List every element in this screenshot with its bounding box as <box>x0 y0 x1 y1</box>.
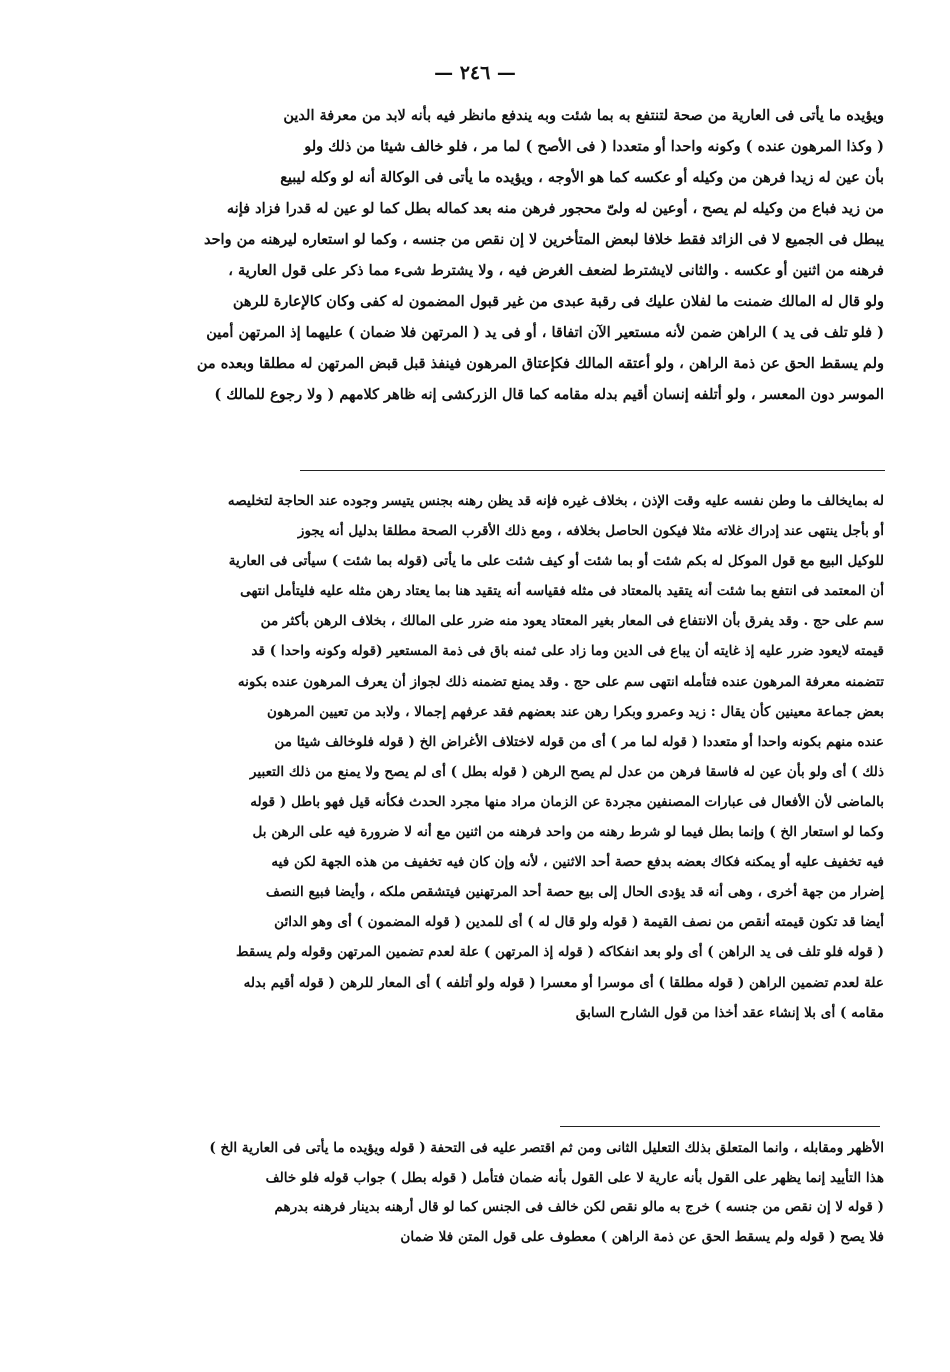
footnote-line: ( قوله لا إن نقص من جنسه ) خرج به مالو نقص لكن خالف فى الجنس كما لو قال أرهنه بدينار فرهنه بدرهم <box>274 1199 884 1215</box>
commentary-line: أيضا قد تكون قيمته أنقص من نصف القيمة ( قوله ولو قال له ) أى للمدين ( قوله المضمون ) أى وهو الدائن <box>274 914 884 931</box>
commentary-line: إضرار من جهة أخرى ، وهى أنه قد يؤدى الحال إلى بيع حصة أحد المرتهنين فيتشقص ملكه ، وأيضا فبيع النصف <box>265 884 884 901</box>
main-text <box>62 100 884 410</box>
commentary-line: تتضمنه معرفة المرهون عنده فتأمله انتهى سم على حج . وقد يمنع تضمنه ذلك لجواز أن يعرف المرهون عنده بكونه <box>237 673 884 690</box>
commentary-line: عنده منهم بكونه واحدا أو متعددا ( قوله لما مر ) أى من قوله لاختلاف الأغراض الخ ( قوله فلوخالف شيئا من <box>274 733 884 750</box>
commentary-line: علة لعدم تضمين الراهن ( قوله مطلقا ) أى موسرا أو معسرا ( قوله ولو أتلفه ) أى المعار للرهن ( قوله أقيم بدله <box>243 974 884 991</box>
commentary-line: أن المعتمد فى انتفع بما شئت أنه يتقيد بالمعتاد فى مثله فقياسه أنه يتقيد هنا بما يعتاد رهن مثله عليه فليتأمل انتهى <box>240 583 884 600</box>
main-text-line: من زيد فباع من وكيله لم يصح ، أوعين له ولىّ محجور فرهن منه بعد كماله بطل كما لو عين له قدرا فزاد فإنه <box>226 200 884 217</box>
commentary-line: بالماضى لأن الأفعال فى عبارات المصنفين مجردة عن الزمان مراد منها مجرد الحدث فكأنه قيل فهو باطل ( قوله <box>250 793 884 810</box>
commentary-line: وكما لو استعار الخ ) وإنما بطل فيما لو شرط رهنه من واحد فرهنه من اثنين مع أنه لا ضرورة فيه على الرهن بل <box>252 824 884 841</box>
page-number: — ٢٤٦ — <box>434 62 516 84</box>
commentary-line: ذلك ) أى ولو بأن عين له فاسقا فرهن من عدل لم يصح الرهن ( قوله بطل ) أى لم يصح ولا يمنع من ذلك التعبير <box>249 763 884 780</box>
footnote-line: الأظهر ومقابله ، وانما المتعلق بذلك التعليل الثانى ومن ثم اقتصر عليه فى التحفة ( قوله ويؤيده ما يأتى فى العارية الخ ) <box>209 1140 884 1156</box>
commentary-line: أو بأجل ينتهى عند إدراك غلاته مثلا فيكون الحاصل بخلافه ، ومع ذلك الأقرب الصحة مطلقا بدليل أنه يجوز <box>297 523 884 540</box>
footnote-line: فلا يصح ( قوله ولم يسقط الحق عن ذمة الراهن ) معطوف على قول المتن فلا ضمان <box>400 1228 884 1245</box>
footnote-text <box>62 1134 884 1252</box>
commentary-line: قيمته لايعود ضرر عليه إذ غايته أن يباع فى الدين وما زاد على ثمنه باق فى ذمة المستعير (قوله وكونه واحدا ) قد <box>251 643 884 660</box>
commentary-line: فيه تخفيف عليه أو يمكنه فكاك بعضه بدفع حصة أحد الاثنين ، لأنه وإن كان فيه تخفيف من هذه الجهة لكن فيه <box>271 854 884 871</box>
commentary-text <box>62 486 884 1028</box>
main-text-line: ( وكذا المرهون عنده ) وكونه واحدا أو متعددا ( فى الأصح ) لما مر ، فلو خالف شيئا من ذلك ولو <box>304 138 884 155</box>
main-text-line: يبطل فى الجميع لا فى الزائد فقط خلافا لبعض المتأخرين لا إن نقص من جنسه ، وكما لو استعاره ليرهنه من واحد <box>203 231 884 248</box>
footnote-rule <box>560 1126 880 1127</box>
commentary-line: له بمايخالف ما وطن نفسه عليه وقت الإذن ، بخلاف غيره فإنه قد يظن رهنه بجنس يتيسر وجوده عند الحاجة لتخليصه <box>227 493 884 509</box>
main-text-line: ويؤيده ما يأتى فى العارية من صحة لتنتفع به بما شئت وبه يندفع مانظر فيه بأنه لابد من معرفة الدين <box>283 107 884 124</box>
commentary-line: للوكيل البيع مع قول الموكل له بكم شئت أو بما شئت أو كيف شئت على ما يأتى (قوله بما شئت ) سيأتى فى العارية <box>228 553 884 570</box>
main-text-line: بأن عين له زيدا فرهن من وكيله أو عكسه كما هو الأوجه ، ويؤيده ما يأتى فى الوكالة أنه لو وكله ليبيع <box>280 169 884 186</box>
main-text-line: ولم يسقط الحق عن ذمة الراهن ، ولو أعتقه المالك فكإعتاق المرهون فينفذ قبل قبض المرتهن له مطلقا وبعده من <box>196 355 884 372</box>
footnote-line: هذا التأييد إنما يظهر على القول بأنه عارية لا على القول بأنه ضمان فتأمل ( قوله بطل ) جواب قوله فلو خالف <box>265 1169 884 1186</box>
commentary-line: بعض جماعة معينين كأن يقال : زيد وعمرو وبكرا رهن عند بعضهم فقد عرفهم إجمالا ، ولابد من تعيين المرهون <box>266 703 884 720</box>
commentary-line: مقامه ) أى بلا إنشاء عقد أخذا من قول الشارح السابق <box>575 1004 884 1021</box>
main-text-line: الموسر دون المعسر ، ولو أتلفه إنسان أقيم بدله مقامه كما قال الزركشى إنه ظاهر كلامهم ( ولا رجوع للمالك ) <box>214 386 884 403</box>
main-text-line: ولو قال له المالك ضمنت ما لفلان عليك فى رقبة عبدى من غير قبول المضمون له كفى وكان كالإعارة للرهن <box>232 293 884 310</box>
commentary-line: ( قوله فلو تلف فى يد الراهن ) أى ولو بعد انفكاكه ( قوله إذ المرتهن ) علة لعدم تضمين المرتهن وقوله ولم يسقط <box>236 944 884 961</box>
separator-rule <box>300 470 885 471</box>
main-text-line: ( فلو تلف فى يد ) الراهن ضمن لأنه مستعير الآن اتفاقا ، أو فى يد ( المرتهن فلا ضمان ) عليهما إذ المرتهن أمين <box>206 324 884 341</box>
main-text-line: فرهنه من اثنين أو عكسه . والثانى لايشترط لضعف الغرض فيه ، ولا يشترط شىء مما ذكر على قول العارية ، <box>228 262 884 279</box>
commentary-line: سم على حج . وقد يفرق بأن الانتفاع فى المعار بغير المعتاد يعود منه ضرر على المالك ، بخلاف الرهن بأكثر من <box>260 613 884 630</box>
